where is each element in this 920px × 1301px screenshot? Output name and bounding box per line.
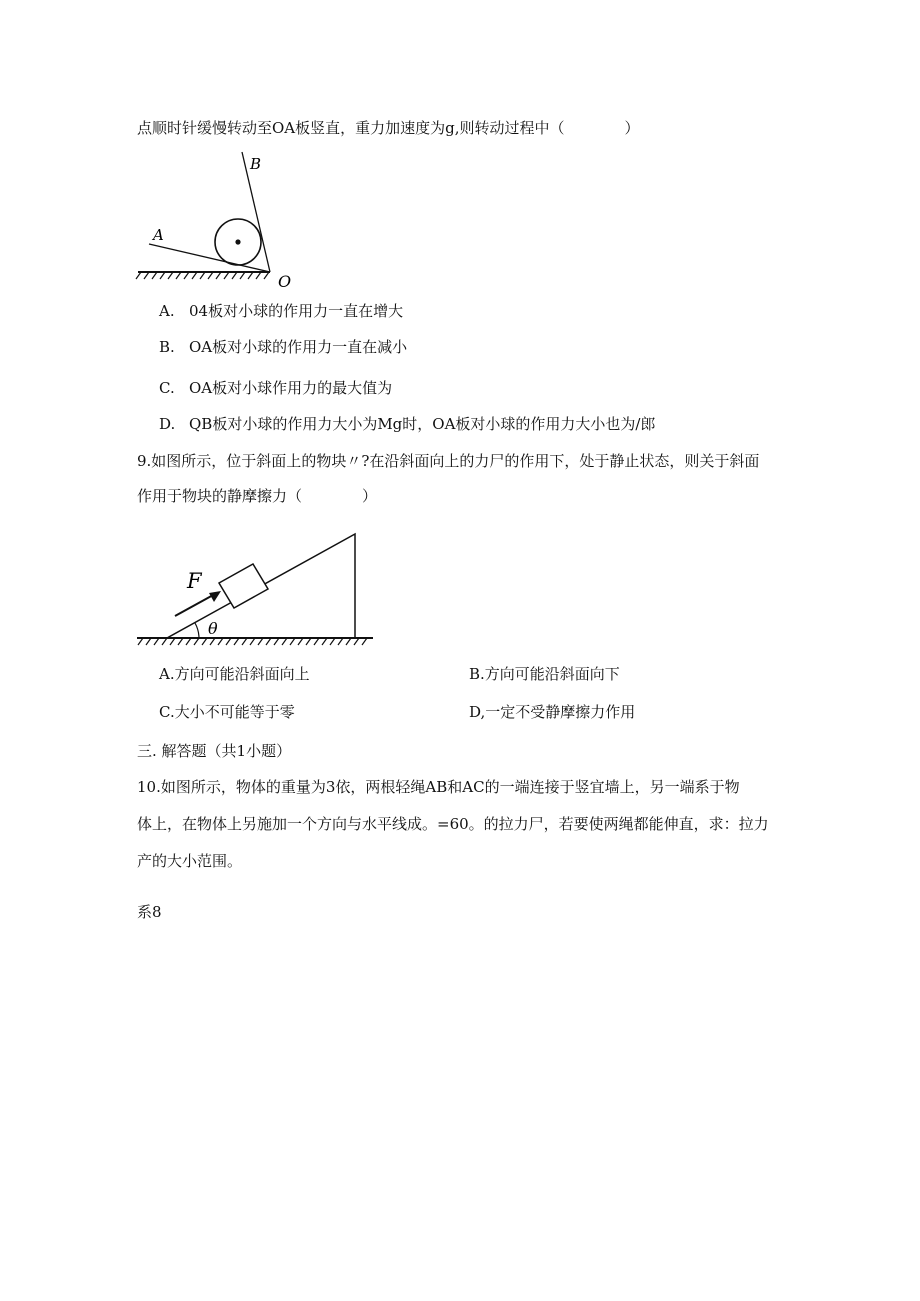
q10-line2: 体上，在物体上另施加一个方向与水平线成。=60。的拉力尸，若要使两绳都能伸直，求：拉力 [137, 815, 769, 833]
q8-stem-text: 点顺时针缓慢转动至OA板竖直，重力加速度为g,则转动过程中（ ） [137, 119, 640, 137]
force-arrow [175, 594, 215, 616]
ground-hatch [136, 272, 269, 279]
q8-option-d [159, 414, 655, 434]
q9-stem-line1: 9.如图所示，位于斜面上的物块〃?在沿斜面向上的力尸的作用下，处于静止状态，则关于斜面 [137, 452, 760, 470]
q9-figure [135, 530, 380, 652]
q9-stem-line2: 作用于物块的静摩擦力（ ） [137, 487, 378, 505]
q9-option-c: C.大小不可能等于零 [159, 703, 295, 721]
label-o: O [278, 272, 292, 290]
q9-option-d: D,一定不受静摩擦力作用 [469, 703, 636, 721]
label-b: B [250, 155, 262, 173]
q8-option-c [159, 378, 392, 398]
option-label: B. [159, 338, 175, 356]
label-a: A [153, 226, 164, 244]
q10-line1: 10.如图所示，物体的重量为3依，两根轻绳AB和AC的一端连接于竖宜墙上，另一端系于物 [137, 778, 740, 796]
option-label: A. [159, 302, 175, 320]
q10-line3: 产的大小范围。 [137, 852, 243, 870]
option-text: 04板对小球的作用力一直在增大 [189, 302, 404, 320]
section-heading: 三. 解答题（共1小题） [137, 742, 292, 760]
q8-option-a [159, 301, 403, 321]
option-text: QB板对小球的作用力大小为Mg时，OA板对小球的作用力大小也为/郎 [189, 415, 656, 433]
plate-oa [149, 244, 270, 272]
q8-figure [135, 148, 305, 290]
q9-option-a: A.方向可能沿斜面向上 [159, 665, 310, 683]
ball-center [235, 239, 240, 244]
footer-note: 系8 [137, 903, 162, 921]
angle-arc [195, 623, 199, 638]
option-text: OA板对小球的作用力一直在减小 [189, 338, 408, 356]
label-theta: θ [208, 619, 218, 638]
ground-hatch [138, 638, 367, 645]
block [219, 564, 268, 608]
option-label: D. [159, 415, 176, 433]
label-f: F [187, 569, 202, 593]
q8-option-b [159, 337, 407, 357]
option-text: OA板对小球作用力的最大值为 [189, 379, 393, 397]
q9-option-b: B.方向可能沿斜面向下 [469, 665, 620, 683]
option-label: C. [159, 379, 175, 397]
